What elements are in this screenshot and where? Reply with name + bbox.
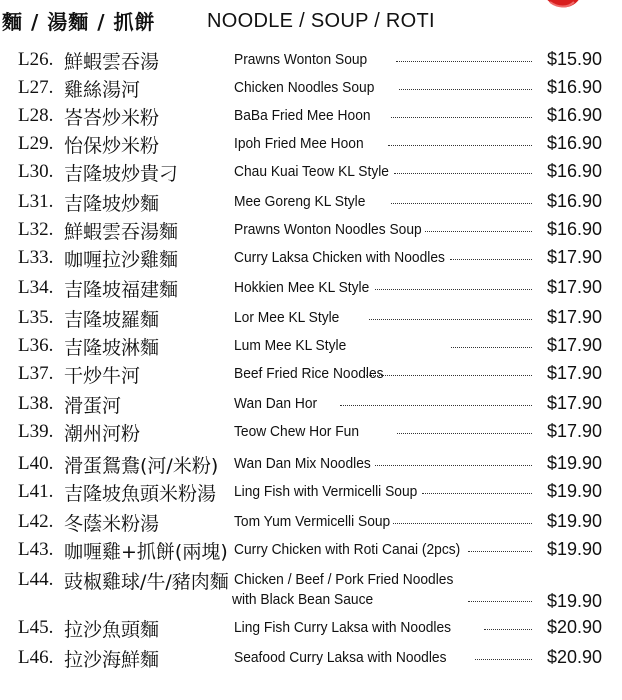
dot-leader [391, 203, 532, 204]
item-name-chinese: 吉隆坡炒貴刁 [64, 163, 179, 185]
item-code: L35. [18, 307, 54, 328]
item-price: $16.90 [546, 77, 602, 97]
menu-item [0, 477, 622, 503]
dot-leader [391, 117, 532, 118]
item-name-english: Hokkien Mee KL Style [234, 279, 370, 296]
menu-item [0, 187, 622, 213]
item-code: L40. [18, 453, 54, 474]
dot-leader [484, 629, 532, 630]
menu-item [0, 45, 622, 71]
dot-leader [375, 289, 532, 290]
item-code: L34. [18, 277, 54, 298]
menu-item [0, 643, 622, 669]
item-name-chinese: 吉隆坡羅麵 [64, 309, 160, 331]
menu-header [0, 2, 622, 36]
item-code: L42. [18, 511, 54, 532]
dot-leader [425, 231, 532, 232]
menu-item [0, 73, 622, 99]
menu-item [0, 359, 622, 385]
item-price: $19.90 [546, 453, 602, 473]
item-price: $17.90 [546, 307, 602, 327]
item-name-english: Tom Yum Vermicelli Soup [234, 513, 391, 530]
item-price: $19.90 [546, 591, 602, 611]
item-name-english: Curry Chicken with Roti Canai (2pcs) [234, 541, 461, 558]
item-price: $17.90 [546, 247, 602, 267]
item-name-chinese: 峇峇炒米粉 [64, 107, 160, 129]
dot-leader [397, 433, 532, 434]
item-name-chinese: 吉隆坡福建麵 [64, 279, 179, 301]
item-name-chinese: 吉隆坡魚頭米粉湯 [64, 483, 217, 505]
item-price: $16.90 [546, 133, 602, 153]
item-name-chinese: 干炒牛河 [64, 365, 141, 387]
menu-item [0, 417, 622, 443]
item-name-english: Mee Goreng KL Style [234, 193, 366, 210]
item-name-english: Chau Kuai Teow KL Style [234, 163, 389, 180]
item-name-english: Ling Fish Curry Laksa with Noodles [234, 619, 452, 636]
item-name-chinese: 滑蛋河 [64, 395, 122, 417]
dot-leader [340, 405, 532, 406]
item-price: $20.90 [546, 647, 602, 667]
item-name-chinese: 吉隆坡淋麵 [64, 337, 160, 359]
dot-leader [422, 493, 532, 494]
dot-leader [475, 659, 532, 660]
item-name-english: Teow Chew Hor Fun [234, 423, 360, 440]
item-name-english: Seafood Curry Laksa with Noodles [234, 649, 447, 666]
item-name-chinese: 冬蔭米粉湯 [64, 513, 160, 535]
item-name-chinese: 雞絲湯河 [64, 79, 141, 101]
item-code: L32. [18, 219, 54, 240]
item-name-chinese: 滑蛋鴛鴦(河/米粉) [64, 455, 219, 477]
dot-leader [393, 523, 532, 524]
item-name-chinese: 拉沙海鮮麵 [64, 649, 160, 671]
item-name-chinese: 鮮蝦雲吞湯麵 [64, 221, 179, 243]
item-code: L28. [18, 105, 54, 126]
menu-item [0, 101, 622, 127]
item-code: L41. [18, 481, 54, 502]
item-name-english: Ipoh Fried Mee Hoon [234, 135, 364, 152]
item-name-chinese: 咖喱拉沙雞麵 [64, 249, 179, 271]
item-name-english: Chicken / Beef / Pork Fried Noodles [234, 571, 454, 588]
dot-leader [451, 347, 532, 348]
item-code: L27. [18, 77, 54, 98]
item-code: L45. [18, 617, 54, 638]
item-name-chinese: 潮州河粉 [64, 423, 141, 445]
dot-leader [366, 375, 532, 376]
item-code: L43. [18, 539, 54, 560]
item-name-english: Lor Mee KL Style [234, 309, 340, 326]
item-price: $15.90 [546, 49, 602, 69]
item-name-chinese: 怡保炒米粉 [64, 135, 160, 157]
menu-item [0, 215, 622, 241]
item-price: $19.90 [546, 481, 602, 501]
dot-leader [375, 465, 532, 466]
menu-item [0, 389, 622, 415]
item-price: $20.90 [546, 617, 602, 637]
item-price: $19.90 [546, 539, 602, 559]
section-title-chinese: 麵 / 湯麵 / 抓餅 [2, 10, 156, 34]
item-name-english: BaBa Fried Mee Hoon [234, 107, 371, 124]
menu-item [0, 129, 622, 155]
dot-leader [388, 145, 532, 146]
item-price: $16.90 [546, 191, 602, 211]
item-price: $19.90 [546, 511, 602, 531]
item-price: $16.90 [546, 105, 602, 125]
item-price: $16.90 [546, 219, 602, 239]
dot-leader [369, 319, 532, 320]
item-name-english: Wan Dan Hor [234, 395, 318, 412]
item-code: L46. [18, 647, 54, 668]
item-name-english: Prawns Wonton Soup [234, 51, 368, 68]
menu-item [0, 331, 622, 357]
item-code: L39. [18, 421, 54, 442]
item-name-english: Curry Laksa Chicken with Noodles [234, 249, 445, 266]
item-name-chinese: 吉隆坡炒麵 [64, 193, 160, 215]
item-name-english: Wan Dan Mix Noodles [234, 455, 371, 472]
chili-pepper-icon [540, 0, 584, 14]
item-code: L38. [18, 393, 54, 414]
item-name-chinese: 咖喱雞+抓餅(兩塊) [64, 541, 228, 563]
item-code: L29. [18, 133, 54, 154]
item-price: $17.90 [546, 363, 602, 383]
item-name-english: Lum Mee KL Style [234, 337, 347, 354]
item-code: L30. [18, 161, 54, 182]
item-name-chinese: 鮮蝦雲吞湯 [64, 51, 160, 73]
item-name-english: Chicken Noodles Soup [234, 79, 375, 96]
menu-item [0, 449, 622, 475]
menu-item [0, 303, 622, 329]
menu-item [0, 157, 622, 183]
item-code: L36. [18, 335, 54, 356]
item-code: L26. [18, 49, 54, 70]
item-price: $17.90 [546, 277, 602, 297]
item-name-english: Prawns Wonton Noodles Soup [234, 221, 422, 238]
dot-leader [468, 601, 532, 602]
dot-leader [468, 551, 532, 552]
dot-leader [394, 173, 532, 174]
menu-item [0, 243, 622, 269]
item-code: L33. [18, 247, 54, 268]
menu-item [0, 273, 622, 299]
item-price: $16.90 [546, 161, 602, 181]
section-title-english: NOODLE / SOUP / ROTI [207, 10, 435, 32]
item-code: L31. [18, 191, 54, 212]
item-price: $17.90 [546, 335, 602, 355]
dot-leader [396, 61, 532, 62]
menu-item [0, 565, 622, 611]
menu-item [0, 535, 622, 561]
item-name-chinese: 豉椒雞球/牛/豬肉麵 [64, 571, 229, 593]
item-name-chinese: 拉沙魚頭麵 [64, 619, 160, 641]
menu-item [0, 507, 622, 533]
dot-leader [399, 89, 532, 90]
item-code: L44. [18, 569, 54, 590]
item-name-english: Beef Fried Rice Noodles [234, 365, 384, 382]
dot-leader [450, 259, 532, 260]
menu-item [0, 613, 622, 639]
item-name-english-line2: with Black Bean Sauce [232, 591, 374, 608]
item-name-english: Ling Fish with Vermicelli Soup [234, 483, 418, 500]
item-code: L37. [18, 363, 54, 384]
item-price: $17.90 [546, 393, 602, 413]
item-price: $17.90 [546, 421, 602, 441]
